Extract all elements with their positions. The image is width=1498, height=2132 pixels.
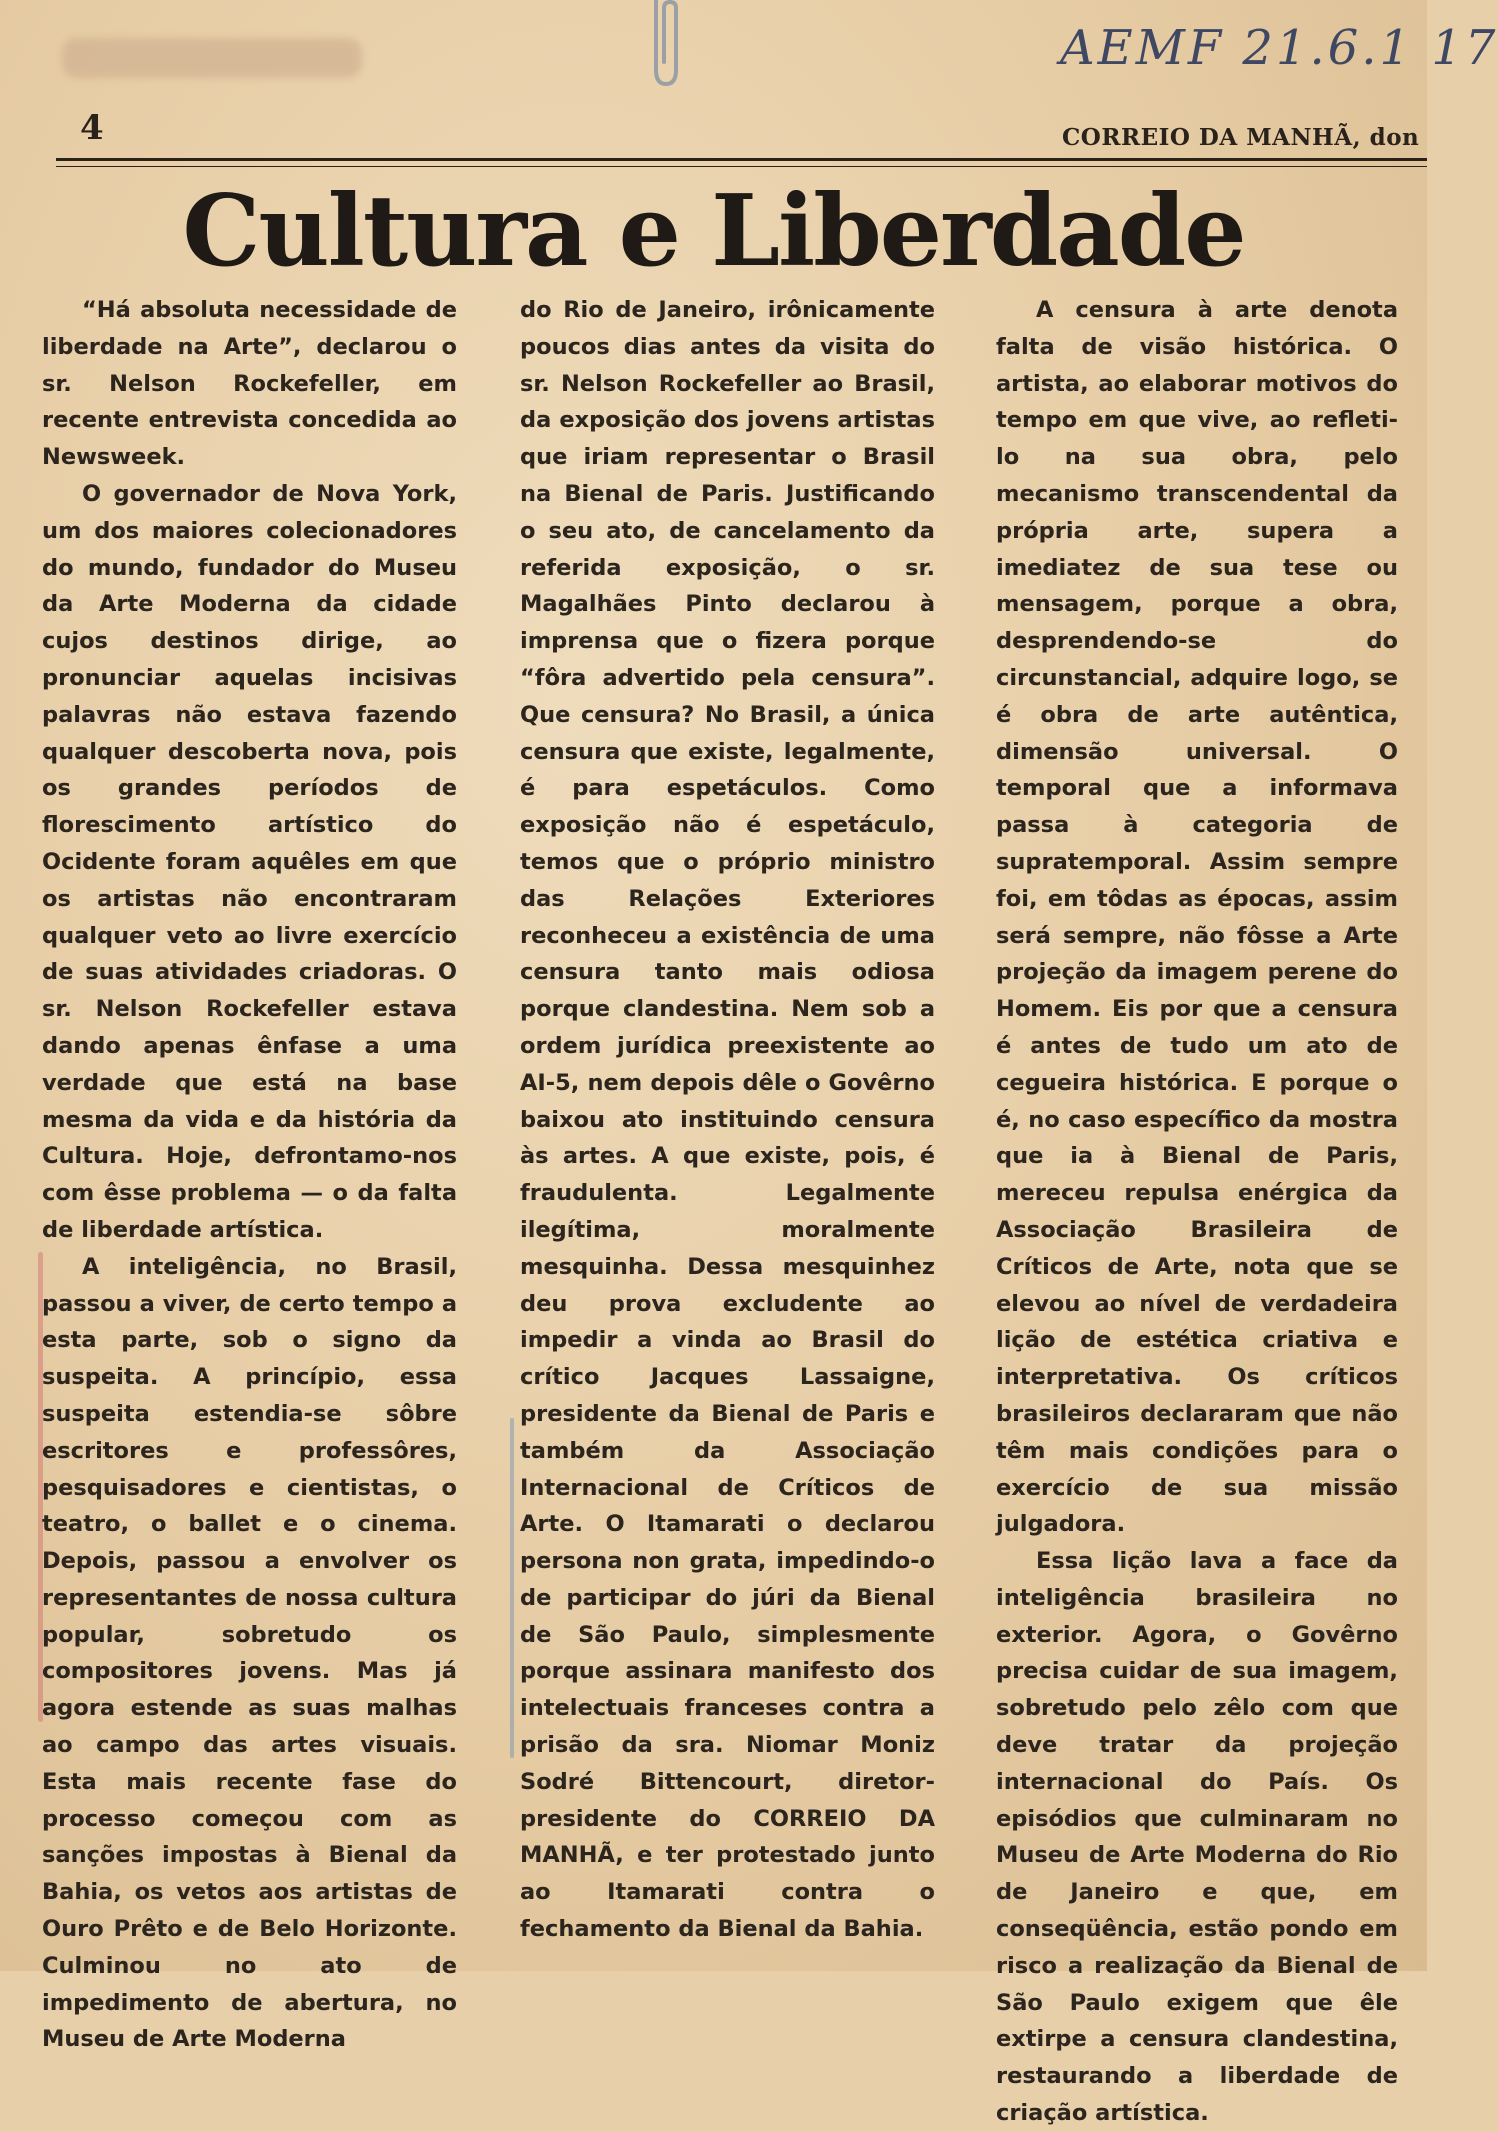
paperclip-icon (642, 0, 686, 90)
header-rule-thin (56, 166, 1427, 167)
newspaper-name: CORREIO DA MANHÃ, don (1062, 124, 1420, 151)
blue-margin-marking (510, 1418, 514, 1758)
article-column-2 (520, 292, 935, 1952)
article-title: Cultura e Liberdade (182, 174, 1245, 289)
paragraph: A censura à arte denota falta de visão histórica. O artista, ao elaborar motivos do tempo em que vive, ao refleti-lo na sua obra, pelo mecanismo transcendental da própria arte, supera a imediatez de sua tese ou mensagem, porque a obra, desprendendo-se do circunstancial, adquire logo, se é obra de arte autêntica, dimensão universal. O temporal que a informava passa à categoria de supratemporal. Assim sempre foi, em tôdas as épocas, assim será sempre, não fôsse a Arte projeção da imagem perene do Homem. Eis por que a censura é antes de tudo um ato de cegueira histórica. E porque o é, no caso específico da mostra que ia à Bienal de Paris, mereceu repulsa enérgica da Associação Brasileira de Críticos de Arte, nota que se elevou ao nível de verdadeira lição de estética criativa e interpretativa. Os críticos brasileiros declararam que não têm mais condições para o exercício de sua missão julgadora. (996, 297, 1398, 1538)
article-column-1 (42, 292, 457, 2053)
handwritten-annotation: AEMF 21.6.1 17 (1060, 20, 1498, 76)
paragraph: Essa lição lava a face da inteligência brasileira no exterior. Agora, o Govêrno precisa cuidar de sua imagem, sobretudo pelo zêlo com que deve tratar da projeção internacional do País. Os episódios que culminaram no Museu de Arte Moderna do Rio de Janeiro e que, em conseqüência, estão pondo em risco a realização da Bienal de São Paulo exigem que êle extirpe a censura clandestina, restaurando a liberdade de criação artística. (996, 1548, 1398, 2127)
tape-stain (62, 38, 362, 78)
paragraph: do Rio de Janeiro, irônicamente poucos dias antes da visita do sr. Nelson Rockefeller ao Brasil, da exposição dos jovens artistas que iriam representar o Brasil na Bienal de Paris. Justificando o seu ato, de cancelamento da referida exposição, o sr. Magalhães Pinto declarou à imprensa que o fizera porque “fôra advertido pela censura”. Que censura? No Brasil, a única censura que existe, legalmente, é para espetáculos. Como exposição não é espetáculo, temos que o próprio ministro das Relações Exteriores reconheceu a existência de uma censura tanto mais odiosa porque clandestina. Nem sob a ordem jurídica preexistente ao AI-5, nem depois dêle o Govêrno baixou ato instituindo censura às artes. A que existe, pois, é fraudulenta. Legalmente ilegítima, moralmente mesquinha. Dessa mesquinhez deu prova excludente ao impedir a vinda ao Brasil do crítico Jacques Lassaigne, presidente da Bienal de Paris e também da Associação Internacional de Críticos de Arte. O Itamarati o declarou persona non grata, impedindo-o de participar do júri da Bienal de São Paulo, simplesmente porque assinara manifesto dos intelectuais franceses contra a prisão da sra. Niomar Moniz Sodré Bittencourt, diretor-presidente do CORREIO DA MANHÃ, e ter protestado junto ao Itamarati contra o fechamento da Bienal da Bahia. (520, 297, 935, 1943)
paragraph: O governador de Nova York, um dos maiores colecionadores do mundo, fundador do Museu da Arte Moderna da cidade cujos destinos dirige, ao pronunciar aquelas incisivas palavras não estava fazendo qualquer descoberta nova, pois os grandes períodos de florescimento artístico do Ocidente foram aquêles em que os artistas não encontraram qualquer veto ao livre exercício de suas atividades criadoras. O sr. Nelson Rockefeller estava dando apenas ênfase a uma verdade que está na base mesma da vida e da história da Cultura. Hoje, defrontamo-nos com êsse problema — o da falta de liberdade artística. (42, 480, 457, 1243)
page-number: 4 (80, 108, 104, 148)
article-column-3 (996, 292, 1398, 2127)
header-rule (56, 158, 1427, 161)
paragraph: “Há absoluta necessidade de liberdade na Arte”, declarou o sr. Nelson Rockefeller, em recente entrevista concedida ao Newsweek. (42, 297, 457, 471)
paragraph: A inteligência, no Brasil, passou a viver, de certo tempo a esta parte, sob o signo da suspeita. A princípio, essa suspeita estendia-se sôbre escritores e professôres, pesquisadores e cientistas, o teatro, o ballet e o cinema. Depois, passou a envolver os representantes de nossa cultura popular, sobretudo os compositores jovens. Mas já agora estende as suas malhas ao campo das artes visuais. Esta mais recente fase do processo começou com as sanções impostas à Bienal da Bahia, os vetos aos artistas de Ouro Prêto e de Belo Horizonte. Culminou no ato de impedimento de abertura, no Museu de Arte Moderna (42, 1253, 457, 2053)
